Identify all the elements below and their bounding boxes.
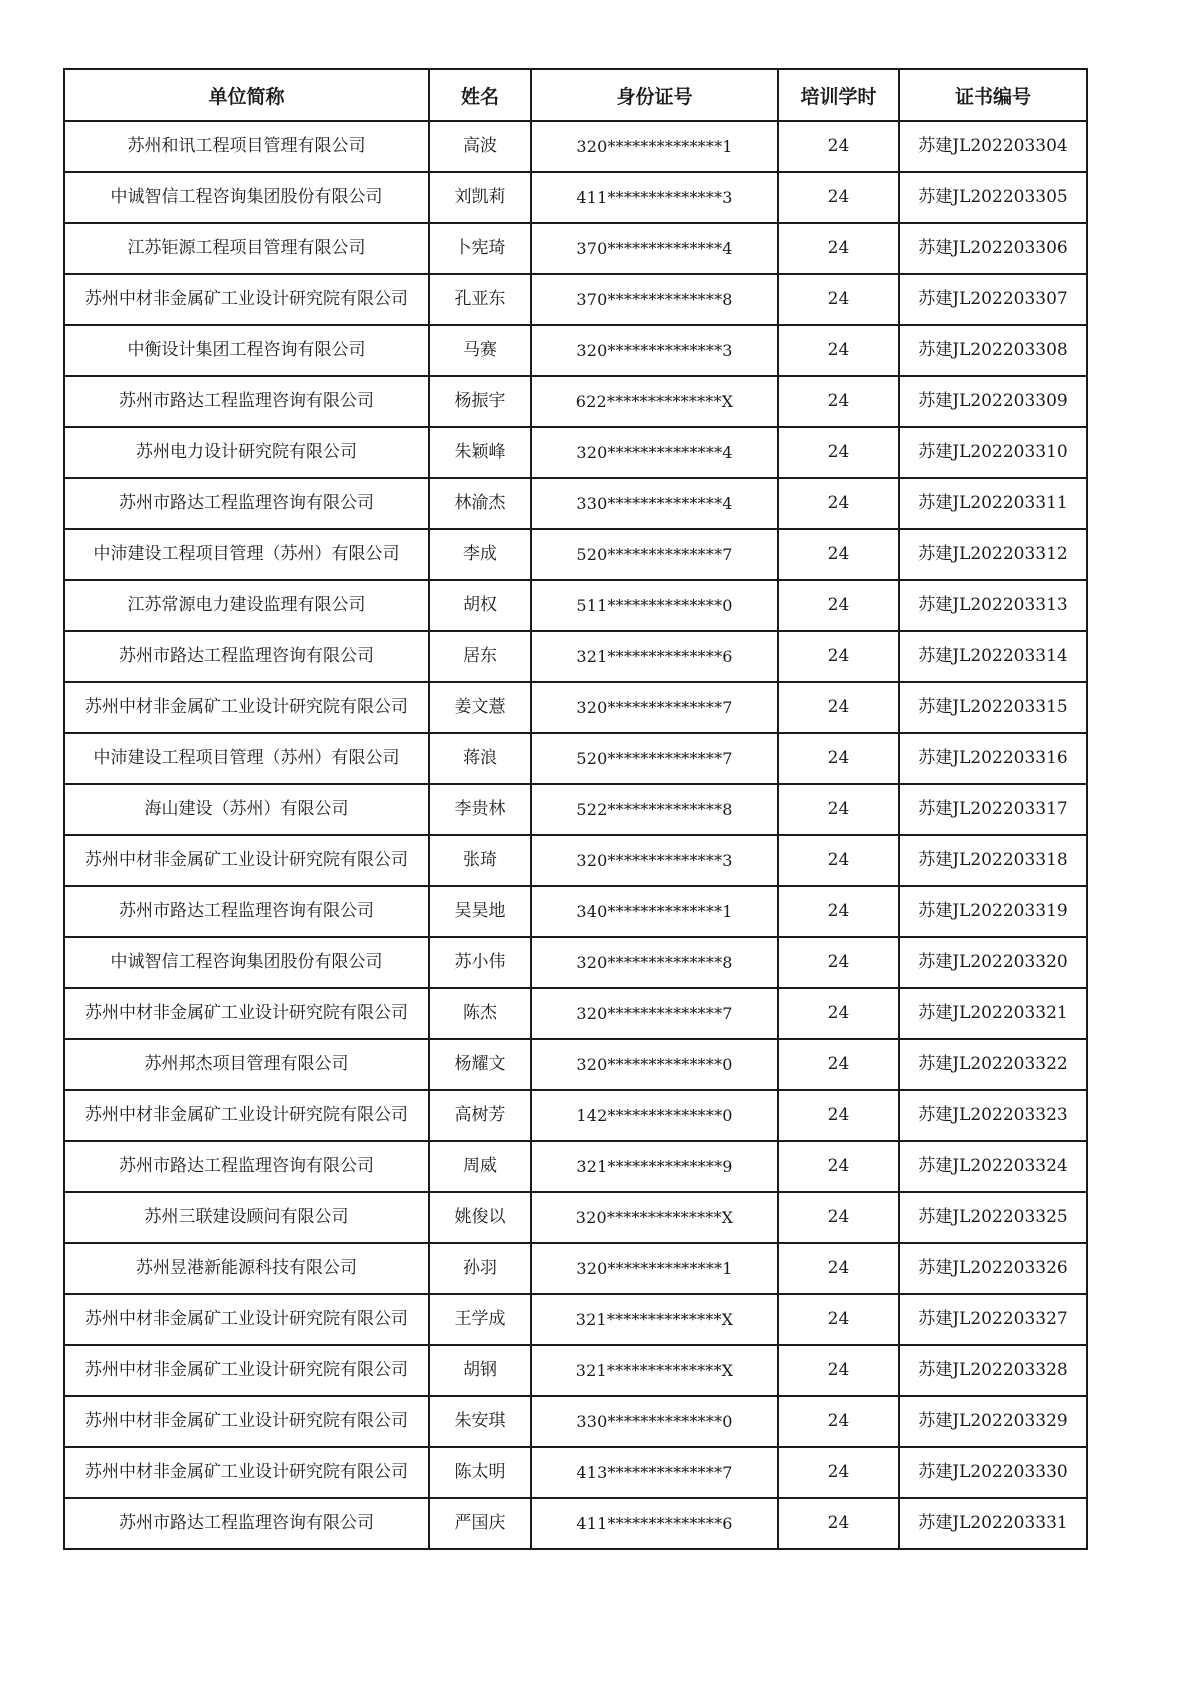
unit-cell: 苏州中材非金属矿工业设计研究院有限公司 xyxy=(64,1396,429,1447)
name-cell: 严国庆 xyxy=(429,1498,531,1549)
certificate-number-cell: 苏建JL202203308 xyxy=(899,325,1087,376)
training-hours-cell: 24 xyxy=(778,1396,899,1447)
training-hours-cell: 24 xyxy=(778,733,899,784)
name-cell: 林渝杰 xyxy=(429,478,531,529)
training-hours-cell: 24 xyxy=(778,1192,899,1243)
certificate-number-cell: 苏建JL202203315 xyxy=(899,682,1087,733)
training-hours-cell: 24 xyxy=(778,784,899,835)
header-row xyxy=(64,69,1087,121)
table-row xyxy=(64,1141,1087,1192)
table-row xyxy=(64,1192,1087,1243)
unit-cell: 苏州和讯工程项目管理有限公司 xyxy=(64,121,429,172)
table-row xyxy=(64,376,1087,427)
training-certificate-table xyxy=(63,68,1088,1550)
table-row xyxy=(64,835,1087,886)
name-cell: 李贵林 xyxy=(429,784,531,835)
training-hours-cell: 24 xyxy=(778,274,899,325)
name-cell: 马赛 xyxy=(429,325,531,376)
unit-cell: 苏州市路达工程监理咨询有限公司 xyxy=(64,1141,429,1192)
unit-cell: 苏州昱港新能源科技有限公司 xyxy=(64,1243,429,1294)
table-row xyxy=(64,988,1087,1039)
training-hours-cell: 24 xyxy=(778,478,899,529)
unit-cell: 中衡设计集团工程咨询有限公司 xyxy=(64,325,429,376)
unit-cell: 苏州市路达工程监理咨询有限公司 xyxy=(64,376,429,427)
certificate-number-cell: 苏建JL202203324 xyxy=(899,1141,1087,1192)
name-cell: 蒋浪 xyxy=(429,733,531,784)
unit-cell: 苏州中材非金属矿工业设计研究院有限公司 xyxy=(64,274,429,325)
training-hours-cell: 24 xyxy=(778,325,899,376)
name-cell: 李成 xyxy=(429,529,531,580)
unit-cell: 苏州中材非金属矿工业设计研究院有限公司 xyxy=(64,1447,429,1498)
table-row xyxy=(64,682,1087,733)
name-cell: 周威 xyxy=(429,1141,531,1192)
certificate-number-cell: 苏建JL202203325 xyxy=(899,1192,1087,1243)
unit-cell: 苏州中材非金属矿工业设计研究院有限公司 xyxy=(64,682,429,733)
name-cell: 孔亚东 xyxy=(429,274,531,325)
certificate-number-cell: 苏建JL202203321 xyxy=(899,988,1087,1039)
certificate-number-cell: 苏建JL202203326 xyxy=(899,1243,1087,1294)
id-number-cell: 411**************6 xyxy=(531,1498,778,1549)
id-number-cell: 320**************8 xyxy=(531,937,778,988)
certificate-number-cell: 苏建JL202203306 xyxy=(899,223,1087,274)
table-row xyxy=(64,325,1087,376)
certificate-number-cell: 苏建JL202203312 xyxy=(899,529,1087,580)
name-cell: 刘凯莉 xyxy=(429,172,531,223)
name-cell: 杨耀文 xyxy=(429,1039,531,1090)
training-hours-cell: 24 xyxy=(778,223,899,274)
training-hours-cell: 24 xyxy=(778,1039,899,1090)
header-id-number: 身份证号 xyxy=(531,69,778,121)
certificate-number-cell: 苏建JL202203320 xyxy=(899,937,1087,988)
training-hours-cell: 24 xyxy=(778,937,899,988)
certificate-number-cell: 苏建JL202203327 xyxy=(899,1294,1087,1345)
training-hours-cell: 24 xyxy=(778,1090,899,1141)
name-cell: 王学成 xyxy=(429,1294,531,1345)
training-hours-cell: 24 xyxy=(778,376,899,427)
unit-cell: 苏州市路达工程监理咨询有限公司 xyxy=(64,631,429,682)
certificate-number-cell: 苏建JL202203319 xyxy=(899,886,1087,937)
name-cell: 朱颖峰 xyxy=(429,427,531,478)
certificate-number-cell: 苏建JL202203313 xyxy=(899,580,1087,631)
table-row xyxy=(64,1039,1087,1090)
name-cell: 卜宪琦 xyxy=(429,223,531,274)
certificate-number-cell: 苏建JL202203330 xyxy=(899,1447,1087,1498)
unit-cell: 苏州三联建设顾问有限公司 xyxy=(64,1192,429,1243)
id-number-cell: 142**************0 xyxy=(531,1090,778,1141)
table-row xyxy=(64,427,1087,478)
certificate-number-cell: 苏建JL202203331 xyxy=(899,1498,1087,1549)
header-name: 姓名 xyxy=(429,69,531,121)
table-row xyxy=(64,223,1087,274)
table-row xyxy=(64,1396,1087,1447)
id-number-cell: 320**************1 xyxy=(531,1243,778,1294)
table-row xyxy=(64,1243,1087,1294)
unit-cell: 江苏常源电力建设监理有限公司 xyxy=(64,580,429,631)
id-number-cell: 320**************3 xyxy=(531,835,778,886)
training-hours-cell: 24 xyxy=(778,1243,899,1294)
id-number-cell: 330**************0 xyxy=(531,1396,778,1447)
id-number-cell: 622**************X xyxy=(531,376,778,427)
id-number-cell: 320**************1 xyxy=(531,121,778,172)
table-row xyxy=(64,121,1087,172)
name-cell: 苏小伟 xyxy=(429,937,531,988)
table-row xyxy=(64,1090,1087,1141)
certificate-number-cell: 苏建JL202203311 xyxy=(899,478,1087,529)
id-number-cell: 370**************4 xyxy=(531,223,778,274)
unit-cell: 苏州中材非金属矿工业设计研究院有限公司 xyxy=(64,1294,429,1345)
certificate-number-cell: 苏建JL202203322 xyxy=(899,1039,1087,1090)
unit-cell: 苏州电力设计研究院有限公司 xyxy=(64,427,429,478)
unit-cell: 中沛建设工程项目管理（苏州）有限公司 xyxy=(64,733,429,784)
unit-cell: 苏州市路达工程监理咨询有限公司 xyxy=(64,1498,429,1549)
unit-cell: 海山建设（苏州）有限公司 xyxy=(64,784,429,835)
name-cell: 胡权 xyxy=(429,580,531,631)
name-cell: 姚俊以 xyxy=(429,1192,531,1243)
name-cell: 吴昊地 xyxy=(429,886,531,937)
table-row xyxy=(64,478,1087,529)
id-number-cell: 320**************0 xyxy=(531,1039,778,1090)
id-number-cell: 321**************9 xyxy=(531,1141,778,1192)
name-cell: 高树芳 xyxy=(429,1090,531,1141)
id-number-cell: 321**************6 xyxy=(531,631,778,682)
id-number-cell: 320**************X xyxy=(531,1192,778,1243)
unit-cell: 苏州中材非金属矿工业设计研究院有限公司 xyxy=(64,988,429,1039)
header-training-hours: 培训学时 xyxy=(778,69,899,121)
table-row xyxy=(64,1498,1087,1549)
id-number-cell: 370**************8 xyxy=(531,274,778,325)
header-unit: 单位简称 xyxy=(64,69,429,121)
id-number-cell: 411**************3 xyxy=(531,172,778,223)
table-row xyxy=(64,886,1087,937)
unit-cell: 中诚智信工程咨询集团股份有限公司 xyxy=(64,937,429,988)
id-number-cell: 320**************4 xyxy=(531,427,778,478)
id-number-cell: 321**************X xyxy=(531,1294,778,1345)
id-number-cell: 320**************3 xyxy=(531,325,778,376)
name-cell: 杨振宇 xyxy=(429,376,531,427)
table-row xyxy=(64,733,1087,784)
table-row xyxy=(64,172,1087,223)
unit-cell: 苏州邦杰项目管理有限公司 xyxy=(64,1039,429,1090)
name-cell: 孙羽 xyxy=(429,1243,531,1294)
id-number-cell: 522**************8 xyxy=(531,784,778,835)
table-row xyxy=(64,1345,1087,1396)
table-row xyxy=(64,1294,1087,1345)
name-cell: 姜文薏 xyxy=(429,682,531,733)
training-hours-cell: 24 xyxy=(778,1141,899,1192)
training-hours-cell: 24 xyxy=(778,1447,899,1498)
unit-cell: 苏州市路达工程监理咨询有限公司 xyxy=(64,478,429,529)
training-hours-cell: 24 xyxy=(778,172,899,223)
training-hours-cell: 24 xyxy=(778,427,899,478)
name-cell: 陈太明 xyxy=(429,1447,531,1498)
id-number-cell: 330**************4 xyxy=(531,478,778,529)
id-number-cell: 320**************7 xyxy=(531,682,778,733)
table-row xyxy=(64,784,1087,835)
name-cell: 陈杰 xyxy=(429,988,531,1039)
certificate-number-cell: 苏建JL202203317 xyxy=(899,784,1087,835)
id-number-cell: 413**************7 xyxy=(531,1447,778,1498)
certificate-number-cell: 苏建JL202203316 xyxy=(899,733,1087,784)
header-certificate-number: 证书编号 xyxy=(899,69,1087,121)
unit-cell: 中沛建设工程项目管理（苏州）有限公司 xyxy=(64,529,429,580)
certificate-number-cell: 苏建JL202203329 xyxy=(899,1396,1087,1447)
unit-cell: 苏州中材非金属矿工业设计研究院有限公司 xyxy=(64,1345,429,1396)
training-hours-cell: 24 xyxy=(778,886,899,937)
unit-cell: 苏州市路达工程监理咨询有限公司 xyxy=(64,886,429,937)
table-row xyxy=(64,1447,1087,1498)
id-number-cell: 511**************0 xyxy=(531,580,778,631)
table-row xyxy=(64,529,1087,580)
training-hours-cell: 24 xyxy=(778,1345,899,1396)
id-number-cell: 340**************1 xyxy=(531,886,778,937)
table-row xyxy=(64,580,1087,631)
unit-cell: 苏州中材非金属矿工业设计研究院有限公司 xyxy=(64,1090,429,1141)
certificate-number-cell: 苏建JL202203328 xyxy=(899,1345,1087,1396)
name-cell: 张琦 xyxy=(429,835,531,886)
certificate-number-cell: 苏建JL202203304 xyxy=(899,121,1087,172)
training-hours-cell: 24 xyxy=(778,835,899,886)
certificate-number-cell: 苏建JL202203310 xyxy=(899,427,1087,478)
name-cell: 居东 xyxy=(429,631,531,682)
training-hours-cell: 24 xyxy=(778,988,899,1039)
name-cell: 朱安琪 xyxy=(429,1396,531,1447)
unit-cell: 苏州中材非金属矿工业设计研究院有限公司 xyxy=(64,835,429,886)
training-hours-cell: 24 xyxy=(778,121,899,172)
unit-cell: 江苏钜源工程项目管理有限公司 xyxy=(64,223,429,274)
training-hours-cell: 24 xyxy=(778,580,899,631)
training-hours-cell: 24 xyxy=(778,631,899,682)
certificate-number-cell: 苏建JL202203314 xyxy=(899,631,1087,682)
id-number-cell: 320**************7 xyxy=(531,988,778,1039)
table-body xyxy=(64,121,1087,1549)
training-hours-cell: 24 xyxy=(778,1294,899,1345)
table-header xyxy=(64,69,1087,121)
unit-cell: 中诚智信工程咨询集团股份有限公司 xyxy=(64,172,429,223)
table-row xyxy=(64,274,1087,325)
training-hours-cell: 24 xyxy=(778,1498,899,1549)
certificate-number-cell: 苏建JL202203323 xyxy=(899,1090,1087,1141)
certificate-number-cell: 苏建JL202203305 xyxy=(899,172,1087,223)
certificate-number-cell: 苏建JL202203309 xyxy=(899,376,1087,427)
training-hours-cell: 24 xyxy=(778,529,899,580)
table-row xyxy=(64,631,1087,682)
name-cell: 高波 xyxy=(429,121,531,172)
id-number-cell: 520**************7 xyxy=(531,733,778,784)
id-number-cell: 520**************7 xyxy=(531,529,778,580)
certificate-number-cell: 苏建JL202203318 xyxy=(899,835,1087,886)
table-row xyxy=(64,937,1087,988)
certificate-number-cell: 苏建JL202203307 xyxy=(899,274,1087,325)
training-hours-cell: 24 xyxy=(778,682,899,733)
id-number-cell: 321**************X xyxy=(531,1345,778,1396)
name-cell: 胡钢 xyxy=(429,1345,531,1396)
